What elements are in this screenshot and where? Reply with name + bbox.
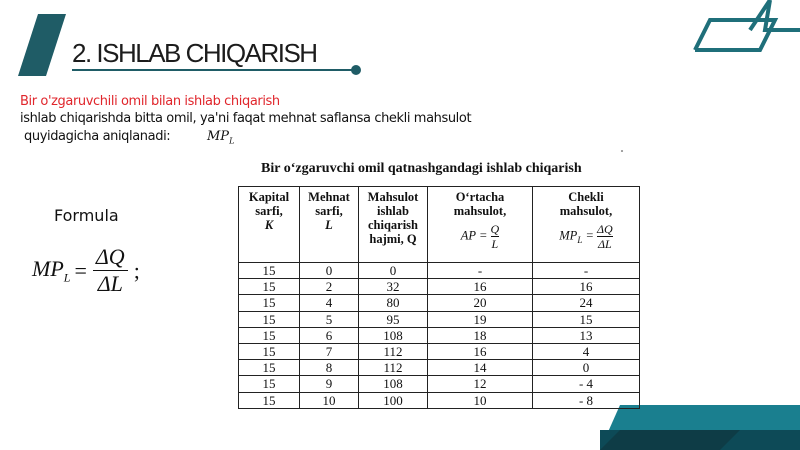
- formula-lhs: $MP_L$: [32, 255, 71, 285]
- cell-average: 16: [428, 343, 533, 359]
- cell-capital: 15: [239, 343, 300, 359]
- table-row: [239, 327, 640, 343]
- cell-marginal: 13: [533, 327, 640, 343]
- formula-denominator: ΔL: [97, 271, 123, 296]
- cell-labor: 10: [300, 392, 359, 408]
- mp-symbol-sub: L: [229, 136, 235, 146]
- section-subtitle: Bir o'zgaruvchili omil bilan ishlab chiqarish: [20, 94, 280, 109]
- table-row: [239, 311, 640, 327]
- formula-label: Formula: [54, 206, 119, 225]
- cell-output: 95: [359, 311, 428, 327]
- formula-end: ;: [133, 257, 140, 283]
- mp-symbol-main: MP: [207, 129, 230, 144]
- header-marginal-product: Chekli mahsulot, $MP_L$ = $\frac{\Delta Q}{\Delta L}$: [533, 187, 640, 263]
- cell-average: 16: [428, 279, 533, 295]
- body-text-line-2: quyidagicha aniqlanadi:: [24, 129, 171, 144]
- cell-capital: 15: [239, 360, 300, 376]
- header-labor: Mehnat sarfi, L: [300, 187, 359, 263]
- cell-labor: 5: [300, 311, 359, 327]
- page-title: 2. ISHLAB CHIQARISH: [72, 38, 317, 68]
- cell-labor: 0: [300, 263, 359, 279]
- cell-marginal: - 8: [533, 392, 640, 408]
- cell-capital: 15: [239, 392, 300, 408]
- header-output: Mahsulot ishlab chiqarish hajmi, Q: [359, 187, 428, 263]
- header-average-product: Oʻrtacha mahsulot, AP = $\frac{Q}{L}$: [428, 187, 533, 263]
- cell-labor: 4: [300, 295, 359, 311]
- cell-average: 20: [428, 295, 533, 311]
- formula: $MP_L$ = $\frac{\Delta Q}{\Delta L}$ ;: [32, 244, 140, 296]
- cell-output: 108: [359, 327, 428, 343]
- production-table: [238, 186, 640, 409]
- table-row: [239, 392, 640, 408]
- cell-capital: 15: [239, 295, 300, 311]
- cell-capital: 15: [239, 263, 300, 279]
- small-mark: ˚: [620, 150, 624, 159]
- title-underline: [72, 69, 354, 71]
- cell-marginal: 4: [533, 343, 640, 359]
- formula-fraction: [93, 244, 128, 297]
- cell-labor: 7: [300, 343, 359, 359]
- cell-marginal: 0: [533, 360, 640, 376]
- cell-labor: 9: [300, 376, 359, 392]
- table-row: [239, 360, 640, 376]
- cell-labor: 8: [300, 360, 359, 376]
- body-text-line-1: ishlab chiqarishda bitta omil, ya'ni faqat mehnat saflansa chekli mahsulot: [20, 111, 472, 126]
- cell-output: 0: [359, 263, 428, 279]
- table-row: [239, 279, 640, 295]
- cell-marginal: 16: [533, 279, 640, 295]
- cell-capital: 15: [239, 376, 300, 392]
- table-title: Bir oʻzgaruvchi omil qatnashgandagi ishlab chiqarish: [261, 161, 582, 176]
- table-header-row: [239, 187, 640, 263]
- cell-capital: 15: [239, 311, 300, 327]
- cell-average: 18: [428, 327, 533, 343]
- ap-formula: AP = $\frac{Q}{L}$: [460, 222, 500, 251]
- mp-formula: $MP_L$ = $\frac{\Delta Q}{\Delta L}$: [559, 222, 613, 251]
- cell-output: 108: [359, 376, 428, 392]
- cell-average: 10: [428, 392, 533, 408]
- cell-marginal: 24: [533, 295, 640, 311]
- formula-numerator: ΔQ: [93, 244, 128, 271]
- mp-symbol: [207, 129, 234, 146]
- decorative-parallelogram: [18, 14, 66, 76]
- header-capital: Kapital sarfi, K: [239, 187, 300, 263]
- cell-average: 19: [428, 311, 533, 327]
- cell-average: 12: [428, 376, 533, 392]
- table-row: [239, 263, 640, 279]
- table-row: [239, 343, 640, 359]
- cell-average: 14: [428, 360, 533, 376]
- cell-output: 112: [359, 343, 428, 359]
- title-underline-dot: [351, 65, 361, 75]
- cell-output: 32: [359, 279, 428, 295]
- cell-output: 112: [359, 360, 428, 376]
- decorative-bottom-band: [600, 405, 800, 450]
- cell-marginal: 15: [533, 311, 640, 327]
- cell-labor: 2: [300, 279, 359, 295]
- cell-marginal: - 4: [533, 376, 640, 392]
- table-row: [239, 376, 640, 392]
- decorative-corner-lines: [690, 0, 800, 60]
- cell-output: 100: [359, 392, 428, 408]
- cell-average: -: [428, 263, 533, 279]
- cell-output: 80: [359, 295, 428, 311]
- cell-labor: 6: [300, 327, 359, 343]
- table-row: [239, 295, 640, 311]
- cell-capital: 15: [239, 327, 300, 343]
- cell-capital: 15: [239, 279, 300, 295]
- cell-marginal: -: [533, 263, 640, 279]
